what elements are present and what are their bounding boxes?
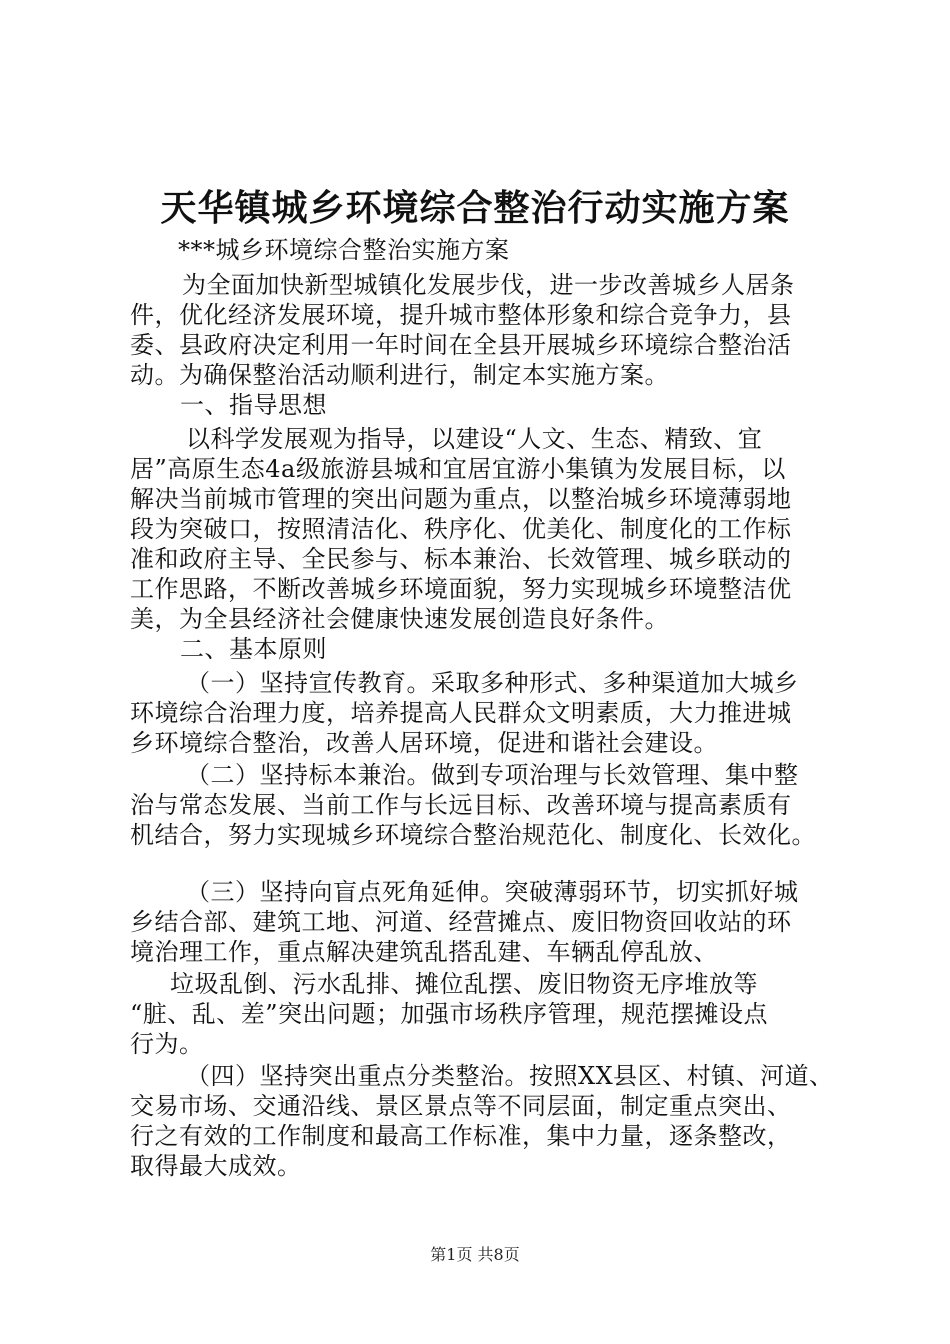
paragraph-line: 段为突破口，按照清洁化、秩序化、优美化、制度化的工作标 [130, 515, 792, 543]
paragraph-line: 委、县政府决定利用一年时间在全县开展城乡环境综合整治活 [130, 331, 792, 359]
paragraph-line: “脏、乱、差”突出问题；加强市场秩序管理，规范摆摊设点 [130, 1000, 769, 1028]
paragraph-line: 治与常态发展、当前工作与长远目标、改善环境与提高素质有 [130, 791, 792, 819]
paragraph-line: 行为。 [130, 1030, 204, 1058]
paragraph-line: 行之有效的工作制度和最高工作标准，集中力量，逐条整改， [130, 1122, 792, 1150]
paragraph-line: （一）坚持宣传教育。采取多种形式、多种渠道加大城乡 [186, 669, 799, 697]
paragraph-line: 为全面加快新型城镇化发展步伐，进一步改善城乡人居条 [182, 271, 795, 299]
section-heading: 二、基本原则 [180, 635, 327, 663]
paragraph-line: 机结合，努力实现城乡环境综合整治规范化、制度化、长效化。 [130, 821, 816, 849]
paragraph-line: 乡环境综合整治，改善人居环境，促进和谐社会建设。 [130, 729, 718, 757]
paragraph-line: 环境综合治理力度，培养提高人民群众文明素质，大力推进城 [130, 699, 792, 727]
paragraph-line: 居”高原生态4a级旅游县城和宜居宜游小集镇为发展目标，以 [130, 455, 786, 483]
paragraph-line: 动。为确保整治活动顺利进行，制定本实施方案。 [130, 361, 669, 389]
subtitle-line: ***城乡环境综合整治实施方案 [178, 236, 510, 264]
paragraph-line: 境治理工作，重点解决建筑乱搭乱建、车辆乱停乱放、 [130, 938, 718, 966]
paragraph-line: 准和政府主导、全民参与、标本兼治、长效管理、城乡联动的 [130, 545, 792, 573]
paragraph-line: 交易市场、交通沿线、景区景点等不同层面，制定重点突出、 [130, 1092, 792, 1120]
paragraph-line: 以科学发展观为指导，以建设“人文、生态、精致、宜 [186, 425, 763, 453]
paragraph-line: 工作思路，不断改善城乡环境面貌，努力实现城乡环境整洁优 [130, 575, 792, 603]
paragraph-line: （二）坚持标本兼治。做到专项治理与长效管理、集中整 [186, 761, 799, 789]
paragraph-line: 美，为全县经济社会健康快速发展创造良好条件。 [130, 605, 669, 633]
paragraph-line: 垃圾乱倒、污水乱排、摊位乱摆、废旧物资无序堆放等 [170, 970, 758, 998]
paragraph-line: 乡结合部、建筑工地、河道、经营摊点、废旧物资回收站的环 [130, 908, 792, 936]
section-heading: 一、指导思想 [180, 391, 327, 419]
paragraph-line: （三）坚持向盲点死角延伸。突破薄弱环节，切实抓好城 [186, 878, 799, 906]
paragraph-line: （四）坚持突出重点分类整治。按照XX县区、村镇、河道、 [186, 1062, 834, 1090]
document-title: 天华镇城乡环境综合整治行动实施方案 [160, 187, 790, 229]
paragraph-line: 解决当前城市管理的突出问题为重点，以整治城乡环境薄弱地 [130, 485, 792, 513]
paragraph-line: 件，优化经济发展环境，提升城市整体形象和综合竞争力，县 [130, 301, 792, 329]
page-number-footer: 第1页 共8页 [430, 1245, 520, 1264]
paragraph-line: 取得最大成效。 [130, 1152, 302, 1180]
